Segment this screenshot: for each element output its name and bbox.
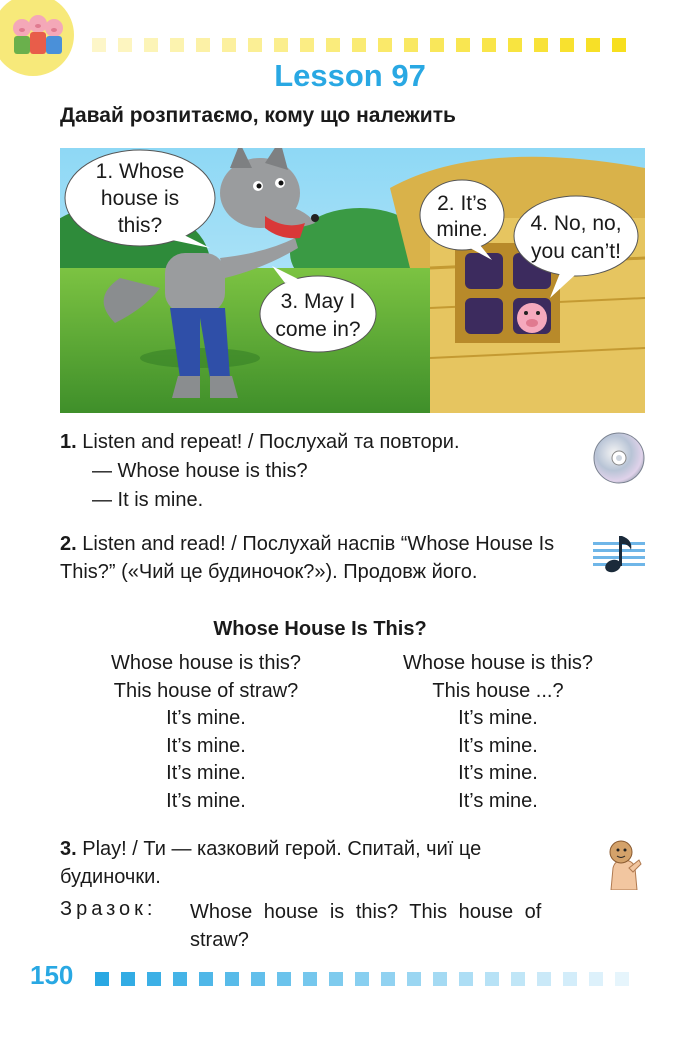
exercise-1-dialog-line-1: — Whose house is this? <box>92 460 308 482</box>
decor-square <box>196 38 210 52</box>
song-right-line-1: Whose house is this? <box>402 652 594 674</box>
decor-square <box>303 972 317 986</box>
decor-square <box>560 38 574 52</box>
decor-square <box>456 38 470 52</box>
decor-square <box>589 972 603 986</box>
decor-square <box>404 38 418 52</box>
song-right-line-5: It’s mine. <box>458 762 538 784</box>
decor-square <box>300 38 314 52</box>
decor-square <box>248 38 262 52</box>
decor-square <box>222 38 236 52</box>
decor-square <box>615 972 629 986</box>
exercise-2-instruction <box>60 530 580 586</box>
exercise-3-text: Play! / Ти — казковий герой. Спитай, чиї це будиночки. <box>60 838 482 888</box>
wolf-and-pig-illustration <box>60 148 645 413</box>
decor-square <box>95 972 109 986</box>
bubble-1-line-3: this? <box>117 214 163 237</box>
decor-square <box>173 972 187 986</box>
song-right-column <box>364 650 632 815</box>
decor-square <box>92 38 106 52</box>
decor-square <box>147 972 161 986</box>
three-pigs-logo-icon <box>8 10 68 58</box>
decor-square <box>274 38 288 52</box>
finger-puppet-icon[interactable] <box>603 838 643 890</box>
decor-square <box>352 38 366 52</box>
lesson-title: Lesson 97 <box>274 58 426 93</box>
decor-square <box>485 972 499 986</box>
song-left-line-5: It’s mine. <box>166 762 246 784</box>
bubble-1-line-1: 1. Whose <box>95 160 185 183</box>
decor-square <box>329 972 343 986</box>
sample-text: Whose house is this? This house of straw? <box>190 901 542 951</box>
song-left-line-6: It’s mine. <box>166 789 246 812</box>
decor-square <box>537 972 551 986</box>
decor-square <box>277 972 291 986</box>
decor-square <box>563 972 577 986</box>
decor-square <box>225 972 239 986</box>
bubble-4-line-2: you can’t! <box>531 240 621 263</box>
decor-square <box>612 38 626 52</box>
song-right-line-4: It’s mine. <box>458 734 538 757</box>
decor-square <box>144 38 158 52</box>
bubble-3-line-2: come in? <box>275 318 361 341</box>
song-right-line-2: This house ...? <box>432 679 564 702</box>
decor-square <box>251 972 265 986</box>
bubble-4-line-1: 4. No, no, <box>530 212 622 235</box>
cd-disc-icon[interactable] <box>593 432 645 484</box>
exercise-1-number: 1. <box>60 431 77 453</box>
decor-square <box>121 972 135 986</box>
decor-square <box>482 38 496 52</box>
song-left-column <box>70 650 342 815</box>
song-left-line-2: This house of straw? <box>113 679 299 702</box>
song-right-line-6: It’s mine. <box>458 789 538 812</box>
decor-square <box>511 972 525 986</box>
exercise-2-number: 2. <box>60 533 77 555</box>
music-note-icon[interactable] <box>593 532 645 574</box>
exercise-2-text: Listen and read! / Послухай наспів “Whose House Is This?” («Чий це будиночок?»). Продовж його. <box>60 533 555 583</box>
decor-square <box>407 972 421 986</box>
song-title: Whose House Is This? <box>213 618 427 640</box>
song-left-line-4: It’s mine. <box>166 734 246 757</box>
bubble-3-line-1: 3. May I <box>280 290 356 313</box>
bubble-2-line-2: mine. <box>436 218 488 241</box>
decor-square <box>508 38 522 52</box>
header-decor-dots <box>92 38 652 52</box>
bubble-2-line-1: 2. It’s <box>437 192 487 215</box>
song-left-line-3: It’s mine. <box>166 707 246 729</box>
exercise-1-dialog-line-2: — It is mine. <box>92 489 204 511</box>
decor-square <box>534 38 548 52</box>
decor-square <box>118 38 132 52</box>
exercise-3-number: 3. <box>60 838 77 860</box>
exercise-1-text: Listen and repeat! / Послухай та повтори. <box>82 431 460 453</box>
decor-square <box>586 38 600 52</box>
decor-square <box>199 972 213 986</box>
decor-square <box>170 38 184 52</box>
decor-square <box>355 972 369 986</box>
exercise-3-instruction <box>60 835 585 891</box>
sample-label: Зразок: <box>60 898 157 920</box>
decor-square <box>378 38 392 52</box>
song-right-line-3: It’s mine. <box>458 707 538 729</box>
decor-square <box>433 972 447 986</box>
decor-square <box>430 38 444 52</box>
decor-square <box>459 972 473 986</box>
lesson-subtitle: Давай розпитаємо, кому що належить <box>60 104 456 127</box>
footer-decor-dots <box>95 972 655 986</box>
exercise-1-instruction <box>60 428 590 456</box>
song-left-line-1: Whose house is this? <box>110 652 302 674</box>
bubble-1-line-2: house is <box>100 187 180 210</box>
decor-square <box>326 38 340 52</box>
page-number: 150 <box>30 960 74 990</box>
decor-square <box>381 972 395 986</box>
